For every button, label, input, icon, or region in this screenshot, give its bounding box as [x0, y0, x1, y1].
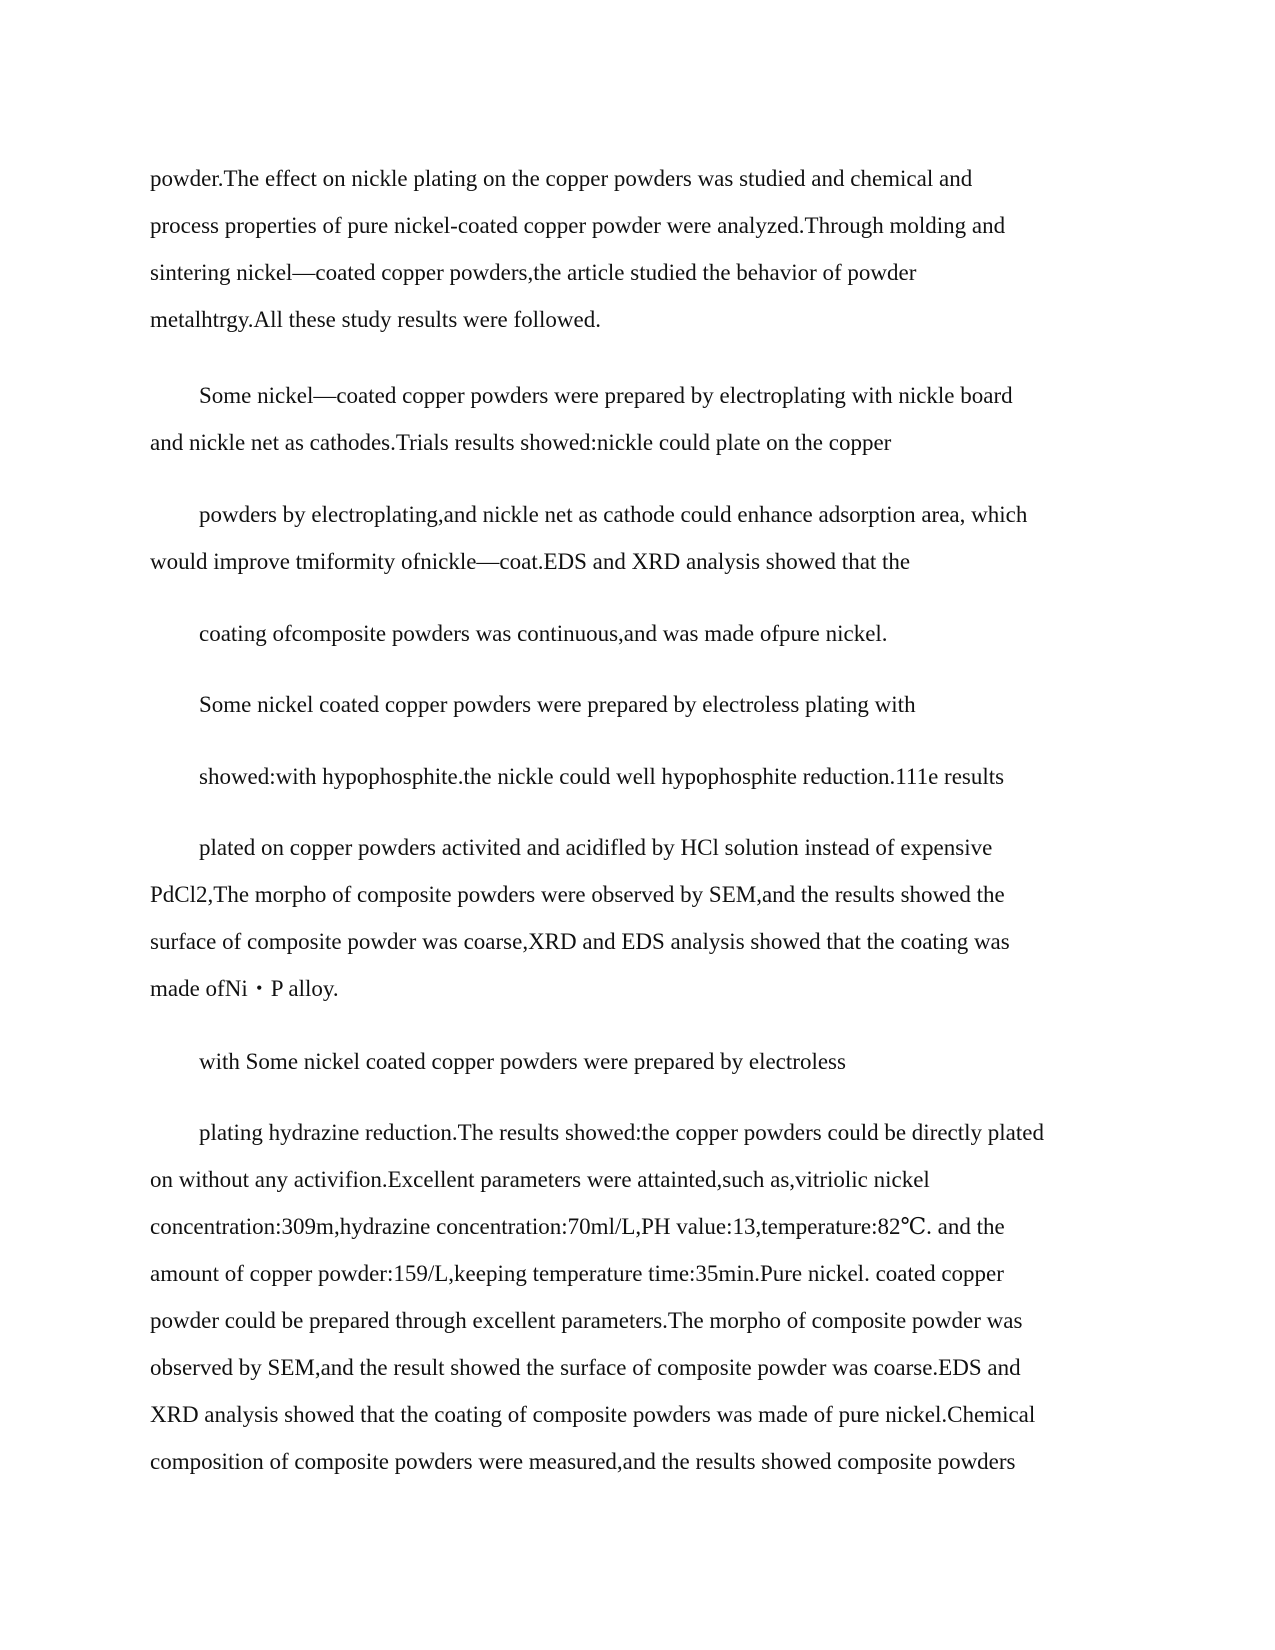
paragraph-5 [150, 681, 1135, 728]
text-line: PdCl2,The morpho of composite powders were observed by SEM,and the results showed the [150, 882, 1005, 907]
text-line: plating hydrazine reduction.The results showed:the copper powders could be directly plated [199, 1120, 1044, 1145]
paragraph-9 [150, 1109, 1135, 1485]
text-line: amount of copper powder:159/L,keeping temperature time:35min.Pure nickel. coated copper [150, 1261, 1004, 1286]
text-line: powder could be prepared through excellent parameters.The morpho of composite powder was [150, 1308, 1023, 1333]
text-line: process properties of pure nickel-coated copper powder were analyzed.Through molding and [150, 213, 1006, 238]
text-line: would improve tmiformity ofnickle—coat.EDS and XRD analysis showed that the [150, 549, 911, 574]
paragraph-2 [150, 372, 1135, 466]
text-line: metalhtrgy.All these study results were followed. [150, 307, 601, 332]
text-line: surface of composite powder was coarse,XRD and EDS analysis showed that the coating was [150, 929, 1010, 954]
text-line: sintering nickel—coated copper powders,the article studied the behavior of powder [150, 260, 917, 285]
text-line: and nickle net as cathodes.Trials results showed:nickle could plate on the copper [150, 430, 892, 455]
text-line: coating ofcomposite powders was continuous,and was made ofpure nickel. [199, 621, 888, 646]
text-line: with Some nickel coated copper powders were prepared by electroless [199, 1049, 846, 1074]
text-line: Some nickel—coated copper powders were prepared by electroplating with nickle board [199, 383, 1013, 408]
paragraph-8 [150, 1038, 1135, 1085]
paragraph-1 [150, 155, 1135, 343]
paragraph-4 [150, 610, 1135, 657]
paragraph-7 [150, 824, 1135, 1012]
paragraph-6 [150, 753, 1135, 800]
text-line: XRD analysis showed that the coating of composite powders was made of pure nickel.Chemical [150, 1402, 1036, 1427]
text-line: on without any activifion.Excellent parameters were attainted,such as,vitriolic nickel [150, 1167, 930, 1192]
text-line: plated on copper powders activited and acidifled by HCl solution instead of expensive [199, 835, 993, 860]
text-line: observed by SEM,and the result showed the surface of composite powder was coarse.EDS and [150, 1355, 1021, 1380]
text-line: powder.The effect on nickle plating on the copper powders was studied and chemical and [150, 166, 973, 191]
paragraph-3 [150, 491, 1135, 585]
text-line: powders by electroplating,and nickle net as cathode could enhance adsorption area, which [199, 502, 1028, 527]
text-line: composition of composite powders were measured,and the results showed composite powders [150, 1449, 1016, 1474]
text-line: made ofNi・P alloy. [150, 976, 339, 1001]
text-line: concentration:309m,hydrazine concentration:70ml/L,PH value:13,temperature:82℃. and the [150, 1214, 1005, 1239]
text-line: showed:with hypophosphite.the nickle could well hypophosphite reduction.111e results [199, 764, 1005, 789]
text-line: Some nickel coated copper powders were prepared by electroless plating with [199, 692, 916, 717]
